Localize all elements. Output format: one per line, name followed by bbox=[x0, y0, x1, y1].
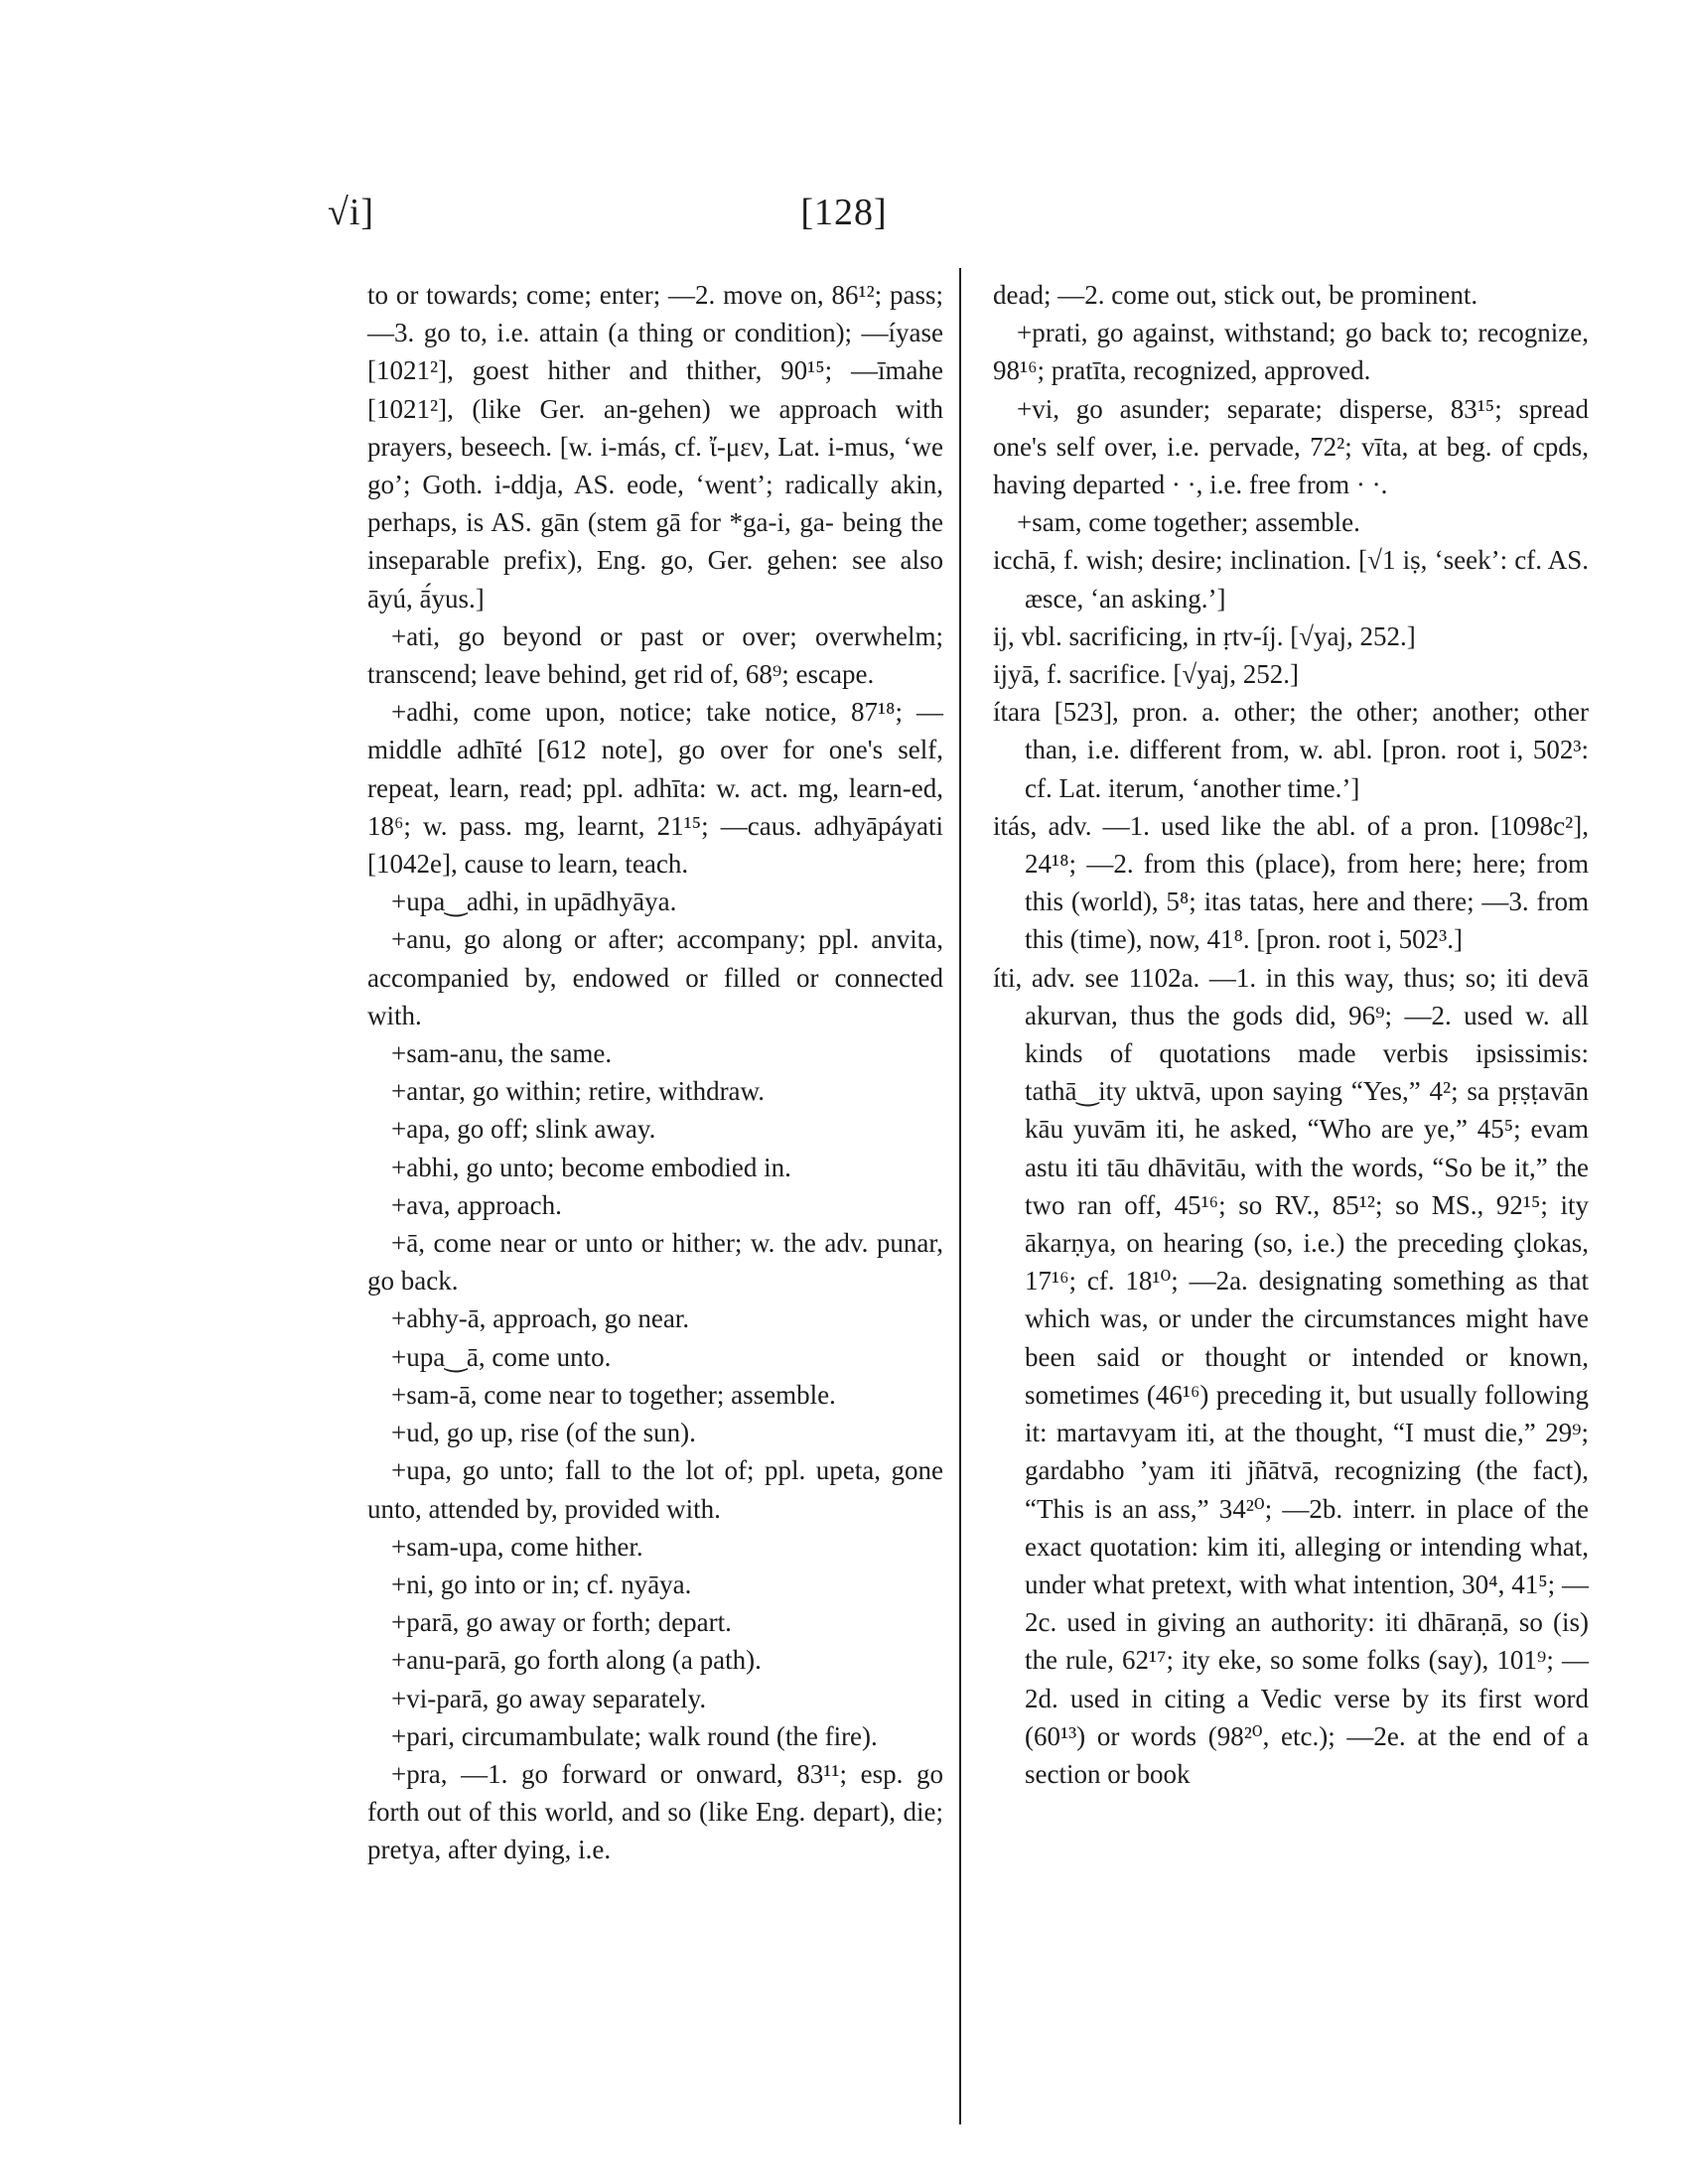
entry-antar: +antar, go within; retire, withdraw. bbox=[391, 1076, 766, 1107]
entry-ud: +ud, go up, rise (of the sun). bbox=[391, 1418, 696, 1448]
entry-abhi: +abhi, go unto; become embodied in. bbox=[391, 1152, 791, 1182]
entry-continuation: to or towards; come; enter; —2. move on, 86¹²; pass; —3. go to, i.e. attain (a thing or condition); —íyase [1021²], goest hither and thither, 90¹⁵; —īmahe [1021²], (like Ger. an-gehen) we approach with prayers, beseech. [w. i-más, cf. ἴ-μεν, Lat. i-mus, ‘we go’; Goth. i-ddja, AS. eode, ‘went’; radically akin, perhaps, is AS. gān (stem gā for *ga-i, ga- being the inseparable prefix), Eng. go, Ger. gehen: see also āyú, ā́yus.] bbox=[367, 280, 943, 614]
entry-upa-a: +upa‿ā, come unto. bbox=[391, 1341, 612, 1372]
entry-vi: +vi, go asunder; separate; disperse, 83¹⁵; spread one's self over, i.e. pervade, 72²; vīta, at beg. of cpds, having departed · ·, i.e. free from · ·. bbox=[993, 393, 1589, 500]
entry-prati: +prati, go against, withstand; go back to; recognize, 98¹⁶; pratīta, recognized, approved. bbox=[993, 318, 1589, 386]
column-divider bbox=[959, 268, 961, 2124]
entry-itas: itás, adv. —1. used like the abl. of a pron. [1098c²], 24¹⁸; —2. from this (place), from here; here; from this (world), 5⁸; itas tatas, here and there; —3. from this (time), now, 41⁸. [pron. root i, 502³.] bbox=[993, 810, 1589, 955]
entry-ati: +ati, go beyond or past or over; overwhelm; transcend; leave behind, get rid of, 68⁹; escape. bbox=[367, 620, 943, 690]
entry-iti: íti, adv. see 1102a. —1. in this way, thus; so; iti devā akurvan, thus the gods did, 96⁹; —2. used w. all kinds of quotations made verbis ipsissimis: tathā‿ity uktvā, upon saying “Yes,” 4²; sa pṛṣṭavān kāu yuvām iti, he asked, “Who are ye,” 45⁵; evam astu iti tāu dhāvitāu, with the words, “So be it,” the two ran off, 45¹⁶; so RV., 85¹²; so MS., 92¹⁵; ity ākarṇya, on hearing (so, i.e.) the preceding çlokas, 17¹⁶; cf. 18¹⁰; —2a. designating something as that which was, or under the circumstances might have been said or thought or intended or known, sometimes (46¹⁶) preceding it, but usually following it: martavyam iti, at the thought, “I must die,” 29⁹; gardabho ’yam iti jñātvā, recognizing (the fact), “This is an ass,” 34²⁰; —2b. interr. in place of the exact quotation: kim iti, alleging or intending what, under what pretext, with what intention, 30⁴, 41⁵; —2c. used in giving an authority: iti dhāraṇā, so (is) the rule, 62¹⁷; ity eke, so some folks (say), 101⁹; —2d. used in citing a Vedic verse by its first word (60¹³) or words (98²⁰, etc.); —2e. at the end of a section or book bbox=[993, 962, 1589, 1789]
entry-sam-anu: +sam-anu, the same. bbox=[391, 1038, 613, 1069]
entry-upa-adhi: +upa‿adhi, in upādhyāya. bbox=[391, 887, 677, 917]
entry-ni: +ni, go into or in; cf. nyāya. bbox=[391, 1569, 692, 1599]
entry-pra: +pra, —1. go forward or onward, 83¹¹; esp. go forth out of this world, and so (like Eng. depart), die; pretya, after dying, i.e. bbox=[367, 1758, 943, 1865]
entry-pari: +pari, circumambulate; walk round (the fire). bbox=[391, 1720, 878, 1751]
entry-itara: ítara [523], pron. a. other; the other; another; other than, i.e. different from, w. abl. [pron. root i, 502³: cf. Lat. iterum, ‘another time.’] bbox=[993, 697, 1589, 803]
entry-sam-upa: +sam-upa, come hither. bbox=[391, 1531, 643, 1562]
entry-ijya: ijyā, f. sacrifice. [√yaj, 252.] bbox=[993, 659, 1299, 690]
entry-iccha: icchā, f. wish; desire; inclination. [√1 iṣ, ‘seek’: cf. AS. æsce, ‘an asking.’] bbox=[993, 545, 1589, 614]
entry-adhi: +adhi, come upon, notice; take notice, 87¹⁸; —middle adhīté [612 note], go over for one's self, repeat, learn, read; ppl. adhīta: w. act. mg, learn-ed, 18⁶; w. pass. mg, learnt, 21¹⁵; —caus. adhyāpáyati [1042e], cause to learn, teach. bbox=[367, 697, 943, 880]
entry-sam: +sam, come together; assemble. bbox=[1017, 507, 1360, 538]
entry-ava: +ava, approach. bbox=[391, 1189, 562, 1220]
page-number: [128] bbox=[800, 192, 888, 233]
entry-anu-para: +anu-parā, go forth along (a path). bbox=[391, 1645, 762, 1676]
entry-continuation: dead; —2. come out, stick out, be prominent. bbox=[993, 280, 1478, 310]
entry-abhy-a: +abhy-ā, approach, go near. bbox=[391, 1303, 690, 1334]
entry-upa: +upa, go unto; fall to the lot of; ppl. upeta, gone unto, attended by, provided with. bbox=[367, 1455, 943, 1524]
right-column bbox=[993, 276, 1589, 1793]
root-marker: √i] bbox=[328, 192, 375, 233]
entry-ij: ij, vbl. sacrificing, in ṛtv-íj. [√yaj, 252.] bbox=[993, 620, 1416, 651]
entry-anu: +anu, go along or after; accompany; ppl. anvita, accompanied by, endowed or filled or connected with. bbox=[367, 924, 943, 1030]
entry-apa: +apa, go off; slink away. bbox=[391, 1114, 656, 1145]
entry-para: +parā, go away or forth; depart. bbox=[391, 1607, 732, 1638]
entry-sam-a: +sam-ā, come near to together; assemble. bbox=[391, 1379, 836, 1410]
left-column bbox=[367, 276, 943, 1869]
entry-vi-para: +vi-parā, go away separately. bbox=[391, 1683, 707, 1713]
entry-a: +ā, come near or unto or hither; w. the adv. punar, go back. bbox=[367, 1228, 943, 1297]
